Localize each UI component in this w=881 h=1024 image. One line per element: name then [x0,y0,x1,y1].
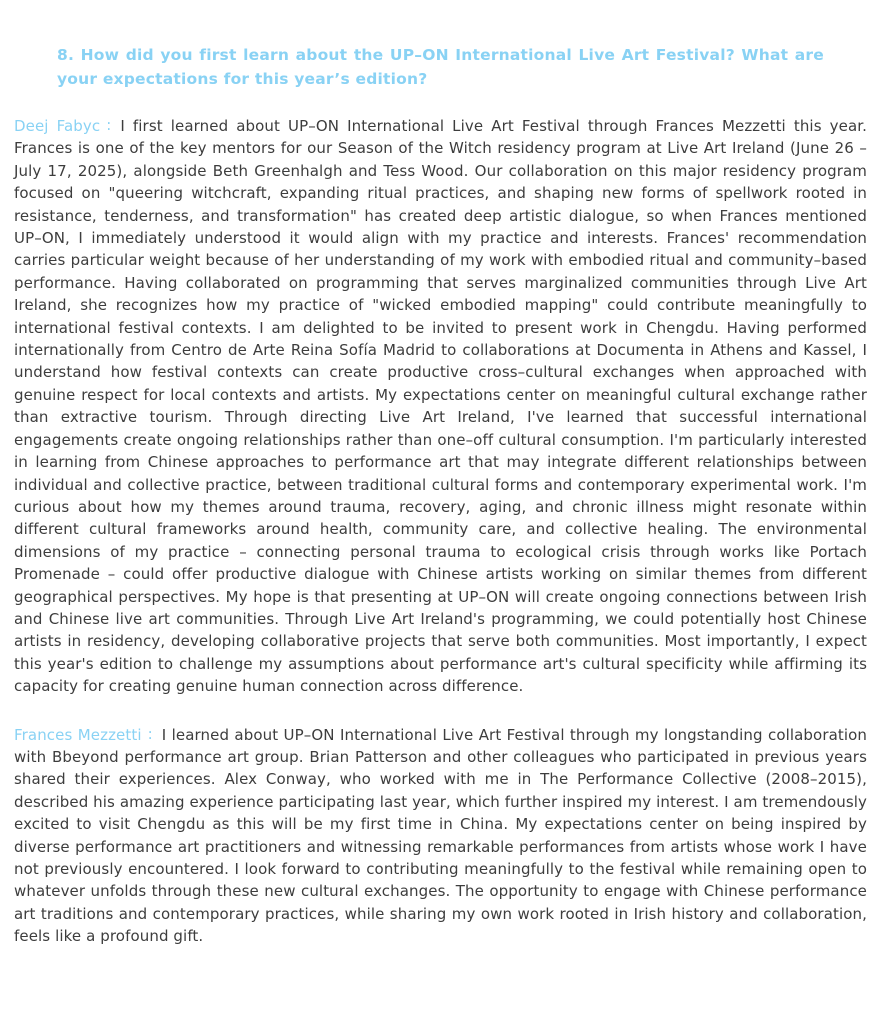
answer-paragraph-frances-mezzetti [14,724,867,948]
speaker-colon: : [147,724,153,743]
question-heading: 8. How did you first learn about the UP–ON International Live Art Festival? What are your expectations for this year’s edition? [57,46,824,88]
answer-paragraph-deej-fabyc [14,115,867,698]
answer-text: I learned about UP–ON International Live Art Festival through my longstanding collaboration with Bbeyond performance art group. Brian Patterson and other colleagues who participated in previous years shared their experiences. Alex Conway, who worked with me in The Performance Collective (2008–2015), described his amazing experience participating last year, which further inspired my interest. I am tremendously excited to visit Chengdu as this will be my first time in China. My expectations center on being inspired by diverse performance art practitioners and witnessing remarkable performances from artists whose work I have not previously encountered. I look forward to contributing meaningfully to the festival while remaining open to whatever unfolds through these new cultural exchanges. The opportunity to engage with Chinese performance art traditions and contemporary practices, while sharing my own work rooted in Irish history and collaboration, feels like a profound gift. [14,725,868,946]
speaker-colon: : [106,116,112,134]
answer-text: I first learned about UP–ON International Live Art Festival through Frances Mezzetti this year. Frances is one of the key mentors for our Season of the Witch residency program at Live Art Ireland (June 26 – July 17, 2025), alongside Beth Greenhalgh and Tess Wood. Our collaboration on this major residency program focused on "queering witchcraft, expanding ritual practices, and shaping new forms of spellwork rooted in resistance, tenderness, and transformation" has created deep artistic dialogue, so when Frances mentioned UP–ON, I immediately understood it would align with my practice and interests. Frances' recommendation carries particular weight because of her understanding of my work with embodied ritual and community–based performance. Having collaborated on programming that serves marginalized communities through Live Art Ireland, she recognizes how my practice of "wicked embodied mapping" could contribute meaningfully to international festival contexts. I am delighted to be invited to present work in Chengdu. Having performed internationally from Centro de Arte Reina Sofía Madrid to collaborations at Documenta in Athens and Kassel, I understand how festival contexts can create productive cross–cultural exchanges when approached with genuine respect for local contexts and artists. My expectations center on meaningful cultural exchange rather than extractive tourism. Through directing Live Art Ireland, I've learned that successful international engagements create ongoing relationships rather than one–off cultural consumption. I'm particularly interested in learning from Chinese approaches to performance art that may integrate different relationships between individual and collective practice, between traditional cultural forms and contemporary experimental work. I'm curious about how my themes around trauma, recovery, aging, and chronic illness might resonate within different cultural frameworks around health, community care, and collective healing. The environmental dimensions of my practice – connecting personal trauma to ecological crisis through works like Portach Promenade – could offer productive dialogue with Chinese artists working on similar themes from different geographical perspectives. My hope is that presenting at UP–ON will create ongoing connections between Irish and Chinese live art communities. Through Live Art Ireland's programming, we could potentially host Chinese artists in residency, developing collaborative projects that serve both communities. Most importantly, I expect this year's edition to challenge my assumptions about performance art's cultural specificity while affirming its capacity for creating genuine human connection across difference. [14,117,868,696]
speaker-name-deej-fabyc: Deej Fabyc [14,117,101,135]
speaker-name-frances-mezzetti: Frances Mezzetti [14,725,142,744]
